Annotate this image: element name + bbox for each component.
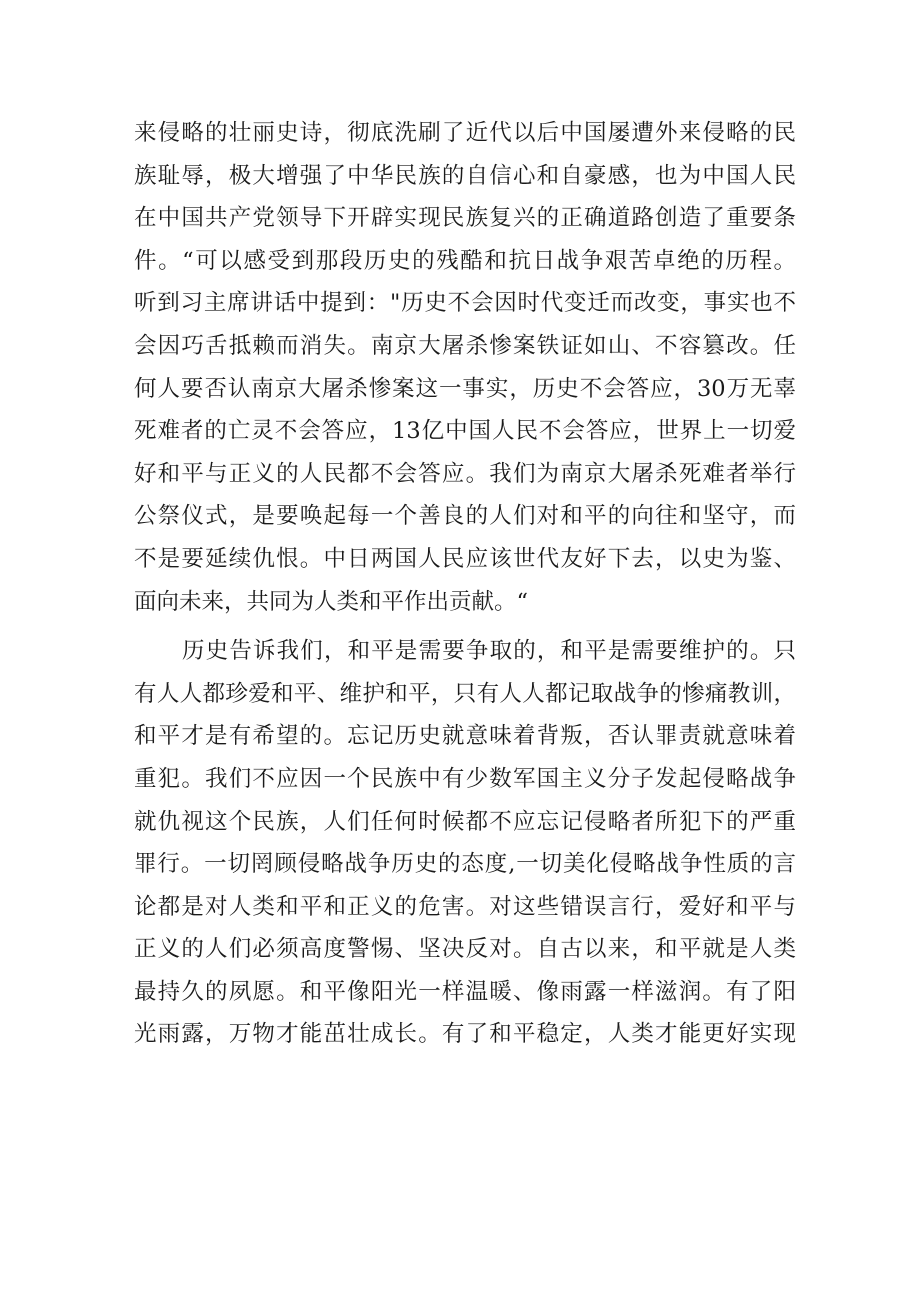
text-line: 好和平与正义的人民都不会答应。我们为南京大屠杀死难者举行 <box>134 460 796 487</box>
text-line: 在中国共产党领导下开辟实现民族复兴的正确道路创造了重要条 <box>134 205 796 232</box>
text-line: 何人要否认南京大屠杀惨案这一事实，历史不会答应，30万无辜 <box>134 375 796 402</box>
text-line: 不是要延续仇恨。中日两国人民应该世代友好下去，以史为鉴、 <box>134 545 796 572</box>
text-line: 正义的人们必须高度警惕、坚决反对。自古以来，和平就是人类 <box>134 936 796 963</box>
text-line: 重犯。我们不应因一个民族中有少数军国主义分子发起侵略战争 <box>134 765 796 792</box>
text-line: 公祭仪式，是要唤起每一个善良的人们对和平的向往和坚守，而 <box>134 503 796 530</box>
text-line: 历史告诉我们，和平是需要争取的，和平是需要维护的。只 <box>182 638 796 665</box>
text-line: 面向未来，共同为人类和平作出贡献。“ <box>134 588 529 615</box>
text-line: 光雨露，万物才能茁壮成长。有了和平稳定，人类才能更好实现 <box>134 1021 796 1048</box>
text-line: 最持久的夙愿。和平像阳光一样温暖、像雨露一样滋润。有了阳 <box>134 978 796 1005</box>
text-line: 有人人都珍爱和平、维护和平，只有人人都记取战争的惨痛教训， <box>134 680 796 707</box>
text-line: 族耻辱，极大增强了中华民族的自信心和自豪感，也为中国人民 <box>134 162 796 189</box>
text-line: 和平才是有希望的。忘记历史就意味着背叛，否认罪责就意味着 <box>134 723 796 750</box>
text-line: 来侵略的壮丽史诗，彻底洗刷了近代以后中国屡遭外来侵略的民 <box>134 120 796 146</box>
document-body <box>134 112 796 1056</box>
text-line: 罪行。一切罔顾侵略战争历史的态度,一切美化侵略战争性质的言 <box>134 851 796 878</box>
text-line: 论都是对人类和平和正义的危害。对这些错误言行，爱好和平与 <box>134 893 796 920</box>
text-line: 就仇视这个民族，人们任何时候都不应忘记侵略者所犯下的严重 <box>134 808 796 835</box>
text-line: 死难者的亡灵不会答应，13亿中国人民不会答应，世界上一切爱 <box>134 418 796 445</box>
paragraph-gap <box>134 623 796 630</box>
text-line: 件。“可以感受到那段历史的残酷和抗日战争艰苦卓绝的历程。 <box>134 247 796 274</box>
text-line: 听到习主席讲话中提到："历史不会因时代变迁而改变，事实也不 <box>134 290 796 317</box>
text-line: 会因巧舌抵赖而消失。南京大屠杀惨案铁证如山、不容篡改。任 <box>134 332 796 359</box>
